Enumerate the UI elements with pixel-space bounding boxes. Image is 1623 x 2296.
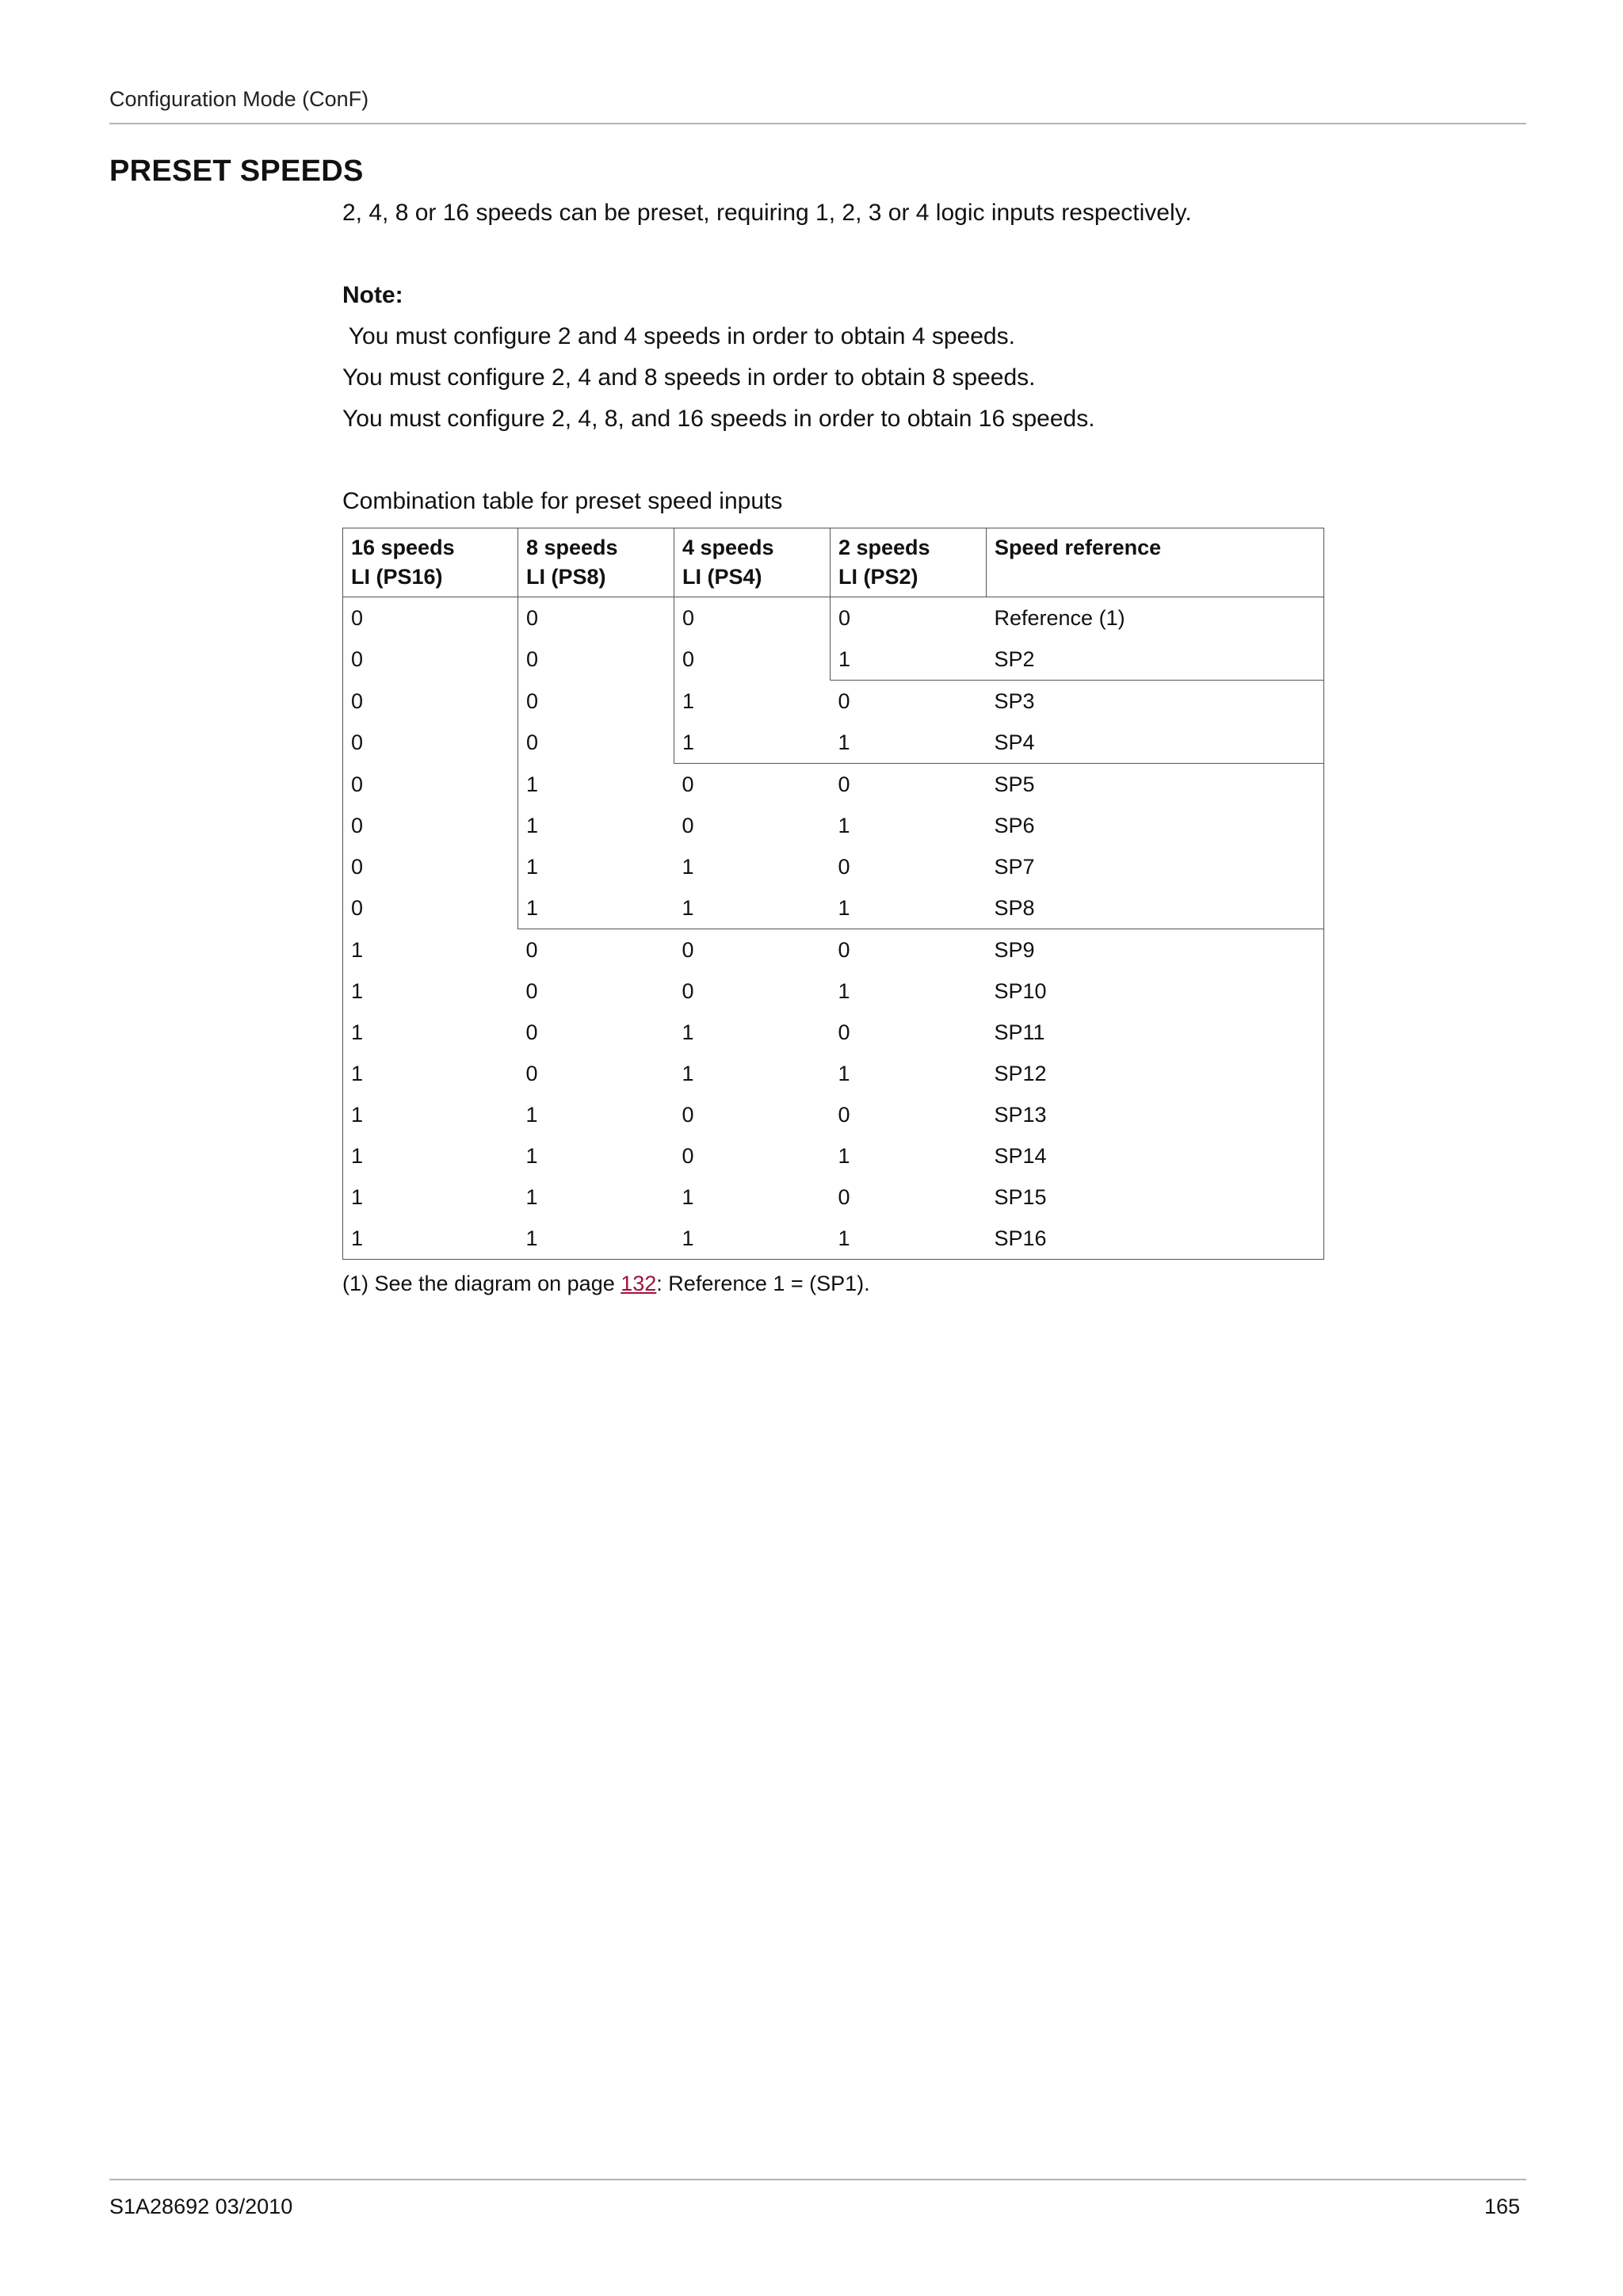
header-8-speeds: 8 speeds LI (PS8): [518, 528, 674, 597]
ps16-cell: 0: [343, 597, 518, 639]
ps8-cell: 1: [525, 1144, 538, 1168]
ps4-cell: 0: [682, 814, 694, 837]
table-row: [343, 887, 1324, 929]
note-label: Note:: [342, 282, 403, 308]
table-row: [343, 722, 1324, 764]
ps4-cell: 0: [674, 639, 831, 681]
table-row: [343, 764, 1324, 806]
running-header: Configuration Mode (ConF): [109, 87, 369, 111]
ps16-cell: 1: [343, 1177, 518, 1218]
speed-reference-cell: SP15: [987, 1177, 1324, 1218]
ps8-cell: 1: [525, 1185, 538, 1209]
speed-reference-cell: SP16: [987, 1218, 1324, 1260]
page-link[interactable]: 132: [621, 1272, 657, 1295]
speed-reference-cell: SP14: [987, 1135, 1324, 1177]
ps4-cell: 1: [682, 855, 694, 879]
table-row: [343, 1177, 1324, 1218]
ps8-cell: 0: [525, 979, 538, 1003]
ps8-cell: 0: [525, 1062, 538, 1085]
ps4-cell: 1: [674, 722, 831, 764]
ps2-cell: 1: [838, 1144, 850, 1168]
speed-reference-cell: SP10: [987, 971, 1324, 1012]
ps4-cell: 1: [682, 1185, 694, 1209]
ps4-cell: 1: [682, 896, 694, 920]
header-speed-reference: Speed reference: [987, 528, 1324, 597]
ps4-cell: 1: [682, 1062, 694, 1085]
ps2-cell: 1: [838, 730, 850, 754]
ps4-cell: 1: [674, 681, 831, 723]
table-row: [343, 1218, 1324, 1260]
ps8-cell: 1: [525, 1103, 538, 1127]
ps8-cell: 1: [518, 764, 674, 806]
footer-rule: [109, 2179, 1526, 2180]
speed-reference-cell: SP12: [987, 1053, 1324, 1094]
speed-reference-cell: SP6: [987, 805, 1324, 846]
ps2-cell: 0: [831, 681, 987, 723]
ps4-cell: 0: [674, 597, 831, 639]
table-caption: Combination table for preset speed inputs: [342, 488, 783, 514]
table-row: [343, 1135, 1324, 1177]
ps16-cell: 1: [343, 1094, 518, 1135]
ps4-cell: 0: [682, 979, 694, 1003]
ps8-cell: 0: [525, 1020, 538, 1044]
speed-reference-cell: SP11: [987, 1012, 1324, 1053]
header-4-speeds: 4 speeds LI (PS4): [674, 528, 831, 597]
ps16-cell: 1: [343, 929, 518, 971]
ps8-cell: 1: [518, 805, 674, 846]
preset-speed-table: [342, 528, 1324, 1260]
intro-paragraph: 2, 4, 8 or 16 speeds can be preset, requiring 1, 2, 3 or 4 logic inputs respectively.: [342, 200, 1192, 226]
ps2-cell: 1: [838, 814, 850, 837]
ps16-cell: 0: [343, 887, 518, 929]
page-title: PRESET SPEEDS: [109, 154, 364, 188]
table-row: [343, 929, 1324, 971]
document-id: S1A28692 03/2010: [109, 2195, 293, 2218]
ps16-cell: 0: [343, 805, 518, 846]
ps2-cell: 0: [838, 1185, 850, 1209]
ps16-cell: 1: [343, 1012, 518, 1053]
ps8-cell: 1: [518, 1218, 674, 1260]
ps4-cell: 1: [674, 1218, 831, 1260]
ps2-cell: 1: [831, 639, 987, 681]
ps16-cell: 0: [343, 639, 518, 681]
ps8-cell: 0: [518, 681, 674, 723]
speed-reference-cell: SP8: [987, 887, 1324, 929]
table-row: [343, 1094, 1324, 1135]
ps2-cell: 1: [838, 1062, 850, 1085]
ps4-cell: 0: [682, 1103, 694, 1127]
speed-reference-cell: SP2: [987, 639, 1324, 681]
ps2-cell: 0: [838, 855, 850, 879]
ps2-cell: 1: [838, 896, 850, 920]
table-row: [343, 639, 1324, 681]
ps4-cell: 0: [682, 1144, 694, 1168]
ps8-cell: 1: [518, 887, 674, 929]
ps16-cell: 0: [343, 764, 518, 806]
note-lines: [342, 316, 1373, 440]
ps8-cell: 0: [518, 597, 674, 639]
ps8-cell: 1: [518, 846, 674, 887]
ps2-cell: 0: [831, 764, 987, 806]
ps16-cell: 1: [343, 971, 518, 1012]
table-row: [343, 971, 1324, 1012]
ps16-cell: 1: [343, 1218, 518, 1260]
speed-reference-cell: SP7: [987, 846, 1324, 887]
note-line: You must configure 2, 4 and 8 speeds in order to obtain 8 speeds.: [342, 364, 1036, 391]
table-header-row: [343, 528, 1324, 597]
table-row: [343, 597, 1324, 639]
speed-reference-cell: SP3: [987, 681, 1324, 723]
header-16-speeds: 16 speeds LI (PS16): [343, 528, 518, 597]
ps2-cell: 1: [838, 979, 850, 1003]
ps4-cell: 1: [682, 1020, 694, 1044]
table-row: [343, 1053, 1324, 1094]
ps2-cell: 0: [838, 1020, 850, 1044]
ps4-cell: 0: [674, 929, 831, 971]
speed-reference-cell: Reference (1): [987, 597, 1324, 639]
ps16-cell: 0: [343, 722, 518, 764]
ps16-cell: 0: [343, 846, 518, 887]
header-rule: [109, 123, 1526, 124]
page-number: 165: [1484, 2195, 1520, 2218]
ps2-cell: 0: [838, 1103, 850, 1127]
table-row: [343, 1012, 1324, 1053]
table-row: [343, 846, 1324, 887]
ps8-cell: 0: [518, 722, 674, 764]
ps2-cell: 0: [831, 929, 987, 971]
ps16-cell: 1: [343, 1135, 518, 1177]
speed-reference-cell: SP5: [987, 764, 1324, 806]
table-row: [343, 681, 1324, 723]
speed-reference-cell: SP13: [987, 1094, 1324, 1135]
ps16-cell: 0: [343, 681, 518, 723]
ps4-cell: 0: [674, 764, 831, 806]
ps8-cell: 0: [518, 929, 674, 971]
note-line: You must configure 2, 4, 8, and 16 speeds in order to obtain 16 speeds.: [342, 406, 1095, 432]
ps2-cell: 0: [831, 597, 987, 639]
ps16-cell: 1: [343, 1053, 518, 1094]
footnote: (1) See the diagram on page 132: Reference 1 = (SP1).: [342, 1272, 870, 1295]
ps2-cell: 1: [831, 1218, 987, 1260]
header-2-speeds: 2 speeds LI (PS2): [831, 528, 987, 597]
table-row: [343, 805, 1324, 846]
speed-reference-cell: SP9: [987, 929, 1324, 971]
note-line: You must configure 2 and 4 speeds in order to obtain 4 speeds.: [342, 323, 1015, 349]
speed-reference-cell: SP4: [987, 722, 1324, 764]
ps8-cell: 0: [518, 639, 674, 681]
